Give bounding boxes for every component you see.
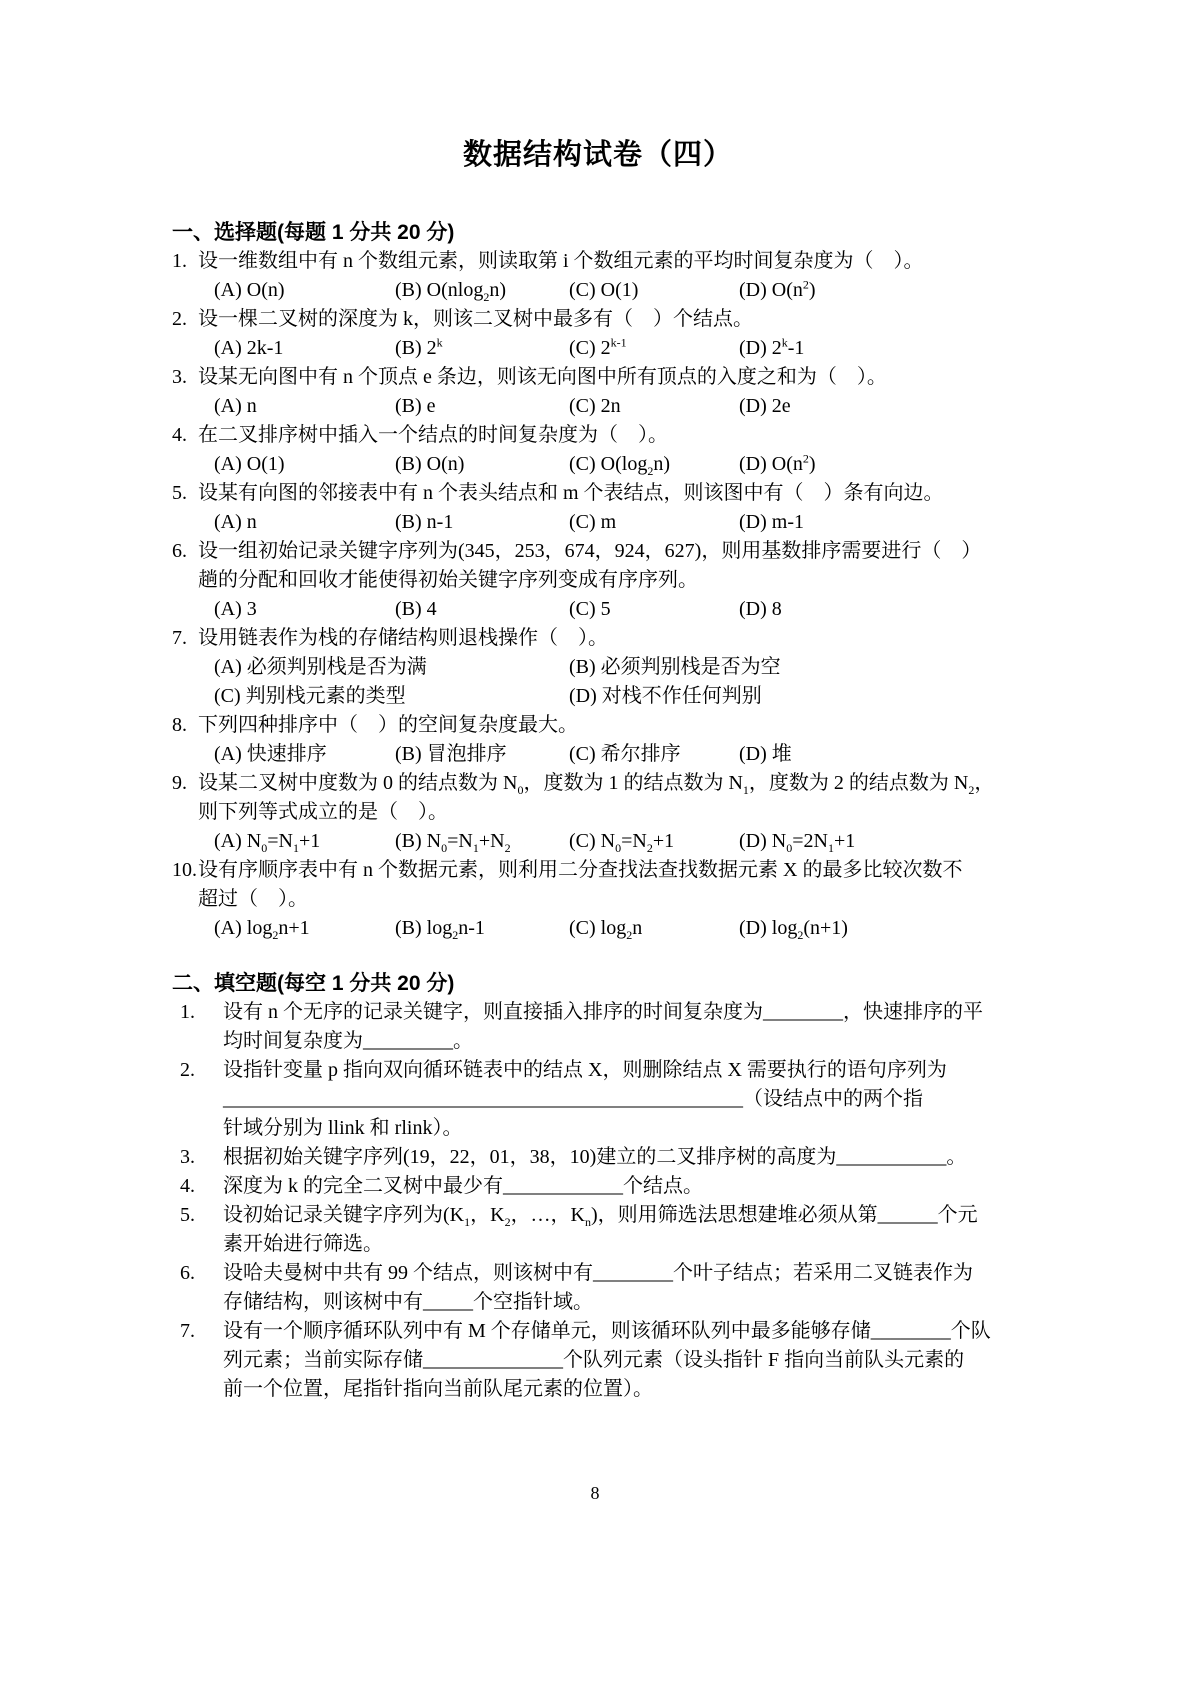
option-d: (D) $\log_2(n+1)$ (739, 917, 848, 942)
mc-question-7 (172, 624, 1024, 711)
mc-question-1 (172, 247, 1024, 305)
option-b: (B) O(nlog$_2$n) (395, 279, 506, 304)
item-text: 设哈夫曼树中共有 99 个结点，则该树中有________个叶子结点；若采用二叉链表作为 存储结构，则该树中有_____个空指针域。 (223, 1262, 973, 1313)
question-text: 设用链表作为栈的存储结构则退栈操作（ ）。 (198, 627, 608, 649)
option-a: (A) O(n) (214, 279, 285, 301)
mc-question-9 (172, 769, 1024, 856)
option-a: (A) $\log_2n+1$ (214, 917, 310, 942)
section2-heading: 二、填空题(每空 1 分共 20 分) (172, 972, 455, 995)
item-number: 1. (180, 1001, 195, 1023)
option-a: (A) 3 (214, 598, 257, 620)
item-number: 7. (180, 1320, 195, 1342)
option-a: (A) n (214, 395, 257, 417)
option-a: (A) 必须判别栈是否为满 (214, 656, 427, 678)
mc-question-3 (172, 363, 1024, 421)
question-number: 9. (172, 772, 187, 794)
option-c: (C) m (569, 511, 617, 533)
option-c: (C) $N_0=N_2+1$ (569, 830, 675, 855)
question-number: 10. (172, 859, 197, 881)
option-a: (A) $N_0=N_1+1$ (214, 830, 321, 855)
option-d: (D) 2e (739, 395, 791, 417)
question-number: 5. (172, 482, 187, 504)
option-b: (B) 冒泡排序 (395, 743, 507, 765)
item-text: 根据初始关键字序列(19，22，01，38，10)建立的二叉排序树的高度为___________。 (223, 1146, 967, 1168)
question-text: 设一组初始记录关键字序列为(345，253，674，924，627)，则用基数排序需要进行（ ） 趟的分配和回收才能使得初始关键字序列变成有序序列。 (198, 540, 982, 591)
option-c: (C) 5 (569, 598, 611, 620)
options-row (198, 740, 1024, 769)
options-grid (198, 653, 1024, 711)
fill-item-6 (172, 1259, 1024, 1317)
option-c: (C) 判别栈元素的类型 (214, 685, 406, 707)
question-text: 设一维数组中有 n 个数组元素，则读取第 i 个数组元素的平均时间复杂度为（ ）。 (198, 250, 924, 272)
question-number: 7. (172, 627, 187, 649)
fill-item-3 (172, 1143, 1024, 1172)
mc-question-4 (172, 421, 1024, 479)
option-d: (D) 2$^k$-1 (739, 335, 805, 359)
question-number: 3. (172, 366, 187, 388)
options-row (198, 334, 1024, 363)
options-row (198, 914, 1024, 943)
item-text: 设指针变量 p 指向双向循环链表中的结点 X，则删除结点 X 需要执行的语句序列为 ____________________________________________________（设结点中的两个指 针域分别为 llink 和 rlink）。 (223, 1059, 947, 1139)
option-a: (A) 快速排序 (214, 743, 327, 765)
option-d: (D) $O(n^2)$ (739, 451, 816, 475)
page-number: 8 (590, 1483, 600, 1503)
item-number: 5. (180, 1204, 195, 1226)
option-c: (C) O(1) (569, 279, 639, 301)
option-d: (D) $O(n^2)$ (739, 277, 816, 301)
option-a: (A) O(1) (214, 453, 285, 475)
option-c: (C) 2$^{k-1}$ (569, 335, 627, 359)
mc-question-6 (172, 537, 1024, 624)
fill-item-2 (172, 1056, 1024, 1143)
question-text: 下列四种排序中（ ）的空间复杂度最大。 (198, 714, 578, 736)
item-number: 3. (180, 1146, 195, 1168)
option-d: (D) 8 (739, 598, 782, 620)
item-text: 设初始记录关键字序列为($K_1$，$K_2$，…，$K_n$)，则用筛选法思想建堆必须从第______个元 素开始进行筛选。 (223, 1204, 978, 1255)
mc-question-2 (172, 305, 1024, 363)
question-number: 8. (172, 714, 187, 736)
option-d: (D) 对栈不作任何判别 (569, 685, 762, 707)
fill-item-5 (172, 1201, 1024, 1259)
option-d: (D) 堆 (739, 743, 792, 765)
mc-question-5 (172, 479, 1024, 537)
option-b: (B) $\log_2n-1$ (395, 917, 485, 942)
options-row (198, 276, 1024, 305)
options-row (198, 508, 1024, 537)
option-b: (B) $N_0=N_1+N_2$ (395, 830, 511, 855)
mc-question-8 (172, 711, 1024, 769)
option-b: (B) 必须判别栈是否为空 (569, 656, 781, 678)
options-row (198, 827, 1024, 856)
section1-heading: 一、选择题(每题 1 分共 20 分) (172, 221, 455, 244)
question-text: 设某二叉树中度数为 0 的结点数为 $N_0$，度数为 1 的结点数为 $N_1$，度数为 2 的结点数为 $N_2$， 则下列等式成立的是（ ）。 (198, 772, 995, 823)
question-text: 在二叉排序树中插入一个结点的时间复杂度为（ ）。 (198, 424, 668, 446)
options-row (198, 595, 1024, 624)
option-b: (B) 2$^k$ (395, 335, 443, 359)
mc-question-10 (172, 856, 1024, 943)
item-text: 设有一个顺序循环队列中有 M 个存储单元，则该循环队列中最多能够存储________个队 列元素；当前实际存储______________个队列元素（设头指针 F 指向当前队头元素的 前一个位置，尾指针指向当前队尾元素的位置）。 (223, 1320, 991, 1400)
option-d: (D) m-1 (739, 511, 804, 533)
option-c: (C) $O(\log_2n)$ (569, 453, 670, 478)
question-number: 4. (172, 424, 187, 446)
question-text: 设一棵二叉树的深度为 k，则该二叉树中最多有（ ）个结点。 (198, 308, 753, 330)
question-text: 设某无向图中有 n 个顶点 e 条边，则该无向图中所有顶点的入度之和为（ ）。 (198, 366, 887, 388)
option-d: (D) $N_0=2N_1+1$ (739, 830, 856, 855)
options-row (198, 450, 1024, 479)
option-c: (C) 2n (569, 395, 621, 417)
item-text: 深度为 k 的完全二叉树中最少有____________个结点。 (223, 1175, 703, 1197)
page-title: 数据结构试卷（四） (462, 139, 733, 171)
option-b: (B) 4 (395, 598, 437, 620)
item-number: 2. (180, 1059, 195, 1081)
question-number: 6. (172, 540, 187, 562)
section-multiple-choice (172, 218, 1024, 943)
question-number: 2. (172, 308, 187, 330)
question-text: 设某有向图的邻接表中有 n 个表头结点和 m 个表结点，则该图中有（ ）条有向边。 (198, 482, 944, 504)
option-b: (B) n-1 (395, 511, 454, 533)
option-b: (B) e (395, 395, 436, 417)
option-a: (A) n (214, 511, 257, 533)
option-b: (B) O(n) (395, 453, 465, 475)
options-row (198, 392, 1024, 421)
fill-item-4 (172, 1172, 1024, 1201)
item-number: 4. (180, 1175, 195, 1197)
option-a: (A) 2k-1 (214, 337, 284, 359)
option-c: (C) 希尔排序 (569, 743, 681, 765)
question-text: 设有序顺序表中有 n 个数据元素，则利用二分查找法查找数据元素 X 的最多比较次数不 超过（ ）。 (198, 859, 963, 910)
option-c: (C) $\log_2n$ (569, 917, 643, 942)
section-fill-blank (172, 969, 1024, 1404)
question-number: 1. (172, 250, 187, 272)
item-text: 设有 n 个无序的记录关键字，则直接插入排序的时间复杂度为________，快速排序的平 均时间复杂度为_________。 (223, 1001, 983, 1052)
fill-item-7 (172, 1317, 1024, 1404)
page-content (172, 136, 1024, 1404)
item-number: 6. (180, 1262, 195, 1284)
fill-item-1 (172, 998, 1024, 1056)
